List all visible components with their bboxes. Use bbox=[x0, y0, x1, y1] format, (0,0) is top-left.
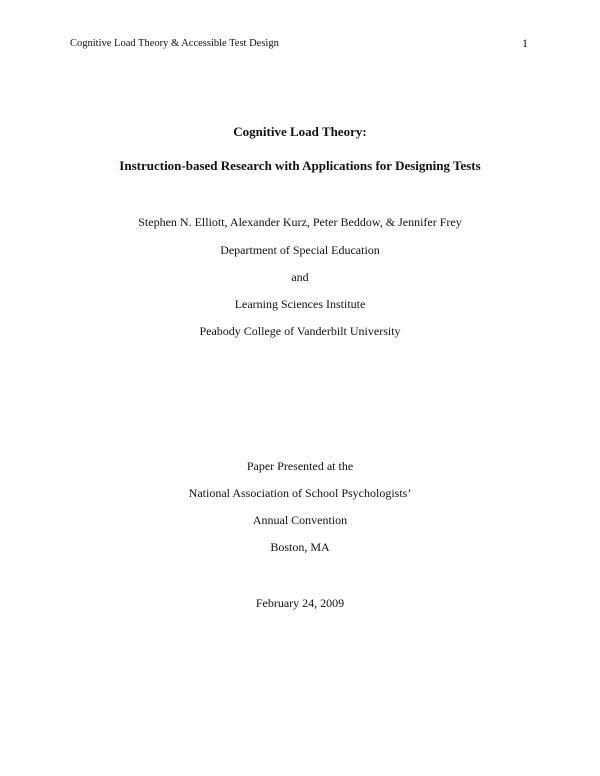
presentation-date: February 24, 2009 bbox=[255, 596, 345, 610]
affiliation-institute: Learning Sciences Institute bbox=[234, 297, 366, 311]
affiliation-college: Peabody College of Vanderbilt University bbox=[199, 324, 401, 338]
presentation-event: Annual Convention bbox=[252, 513, 348, 527]
affiliation-conjunction: and bbox=[291, 270, 309, 284]
author-list: Stephen N. Elliott, Alexander Kurz, Peter Beddow, & Jennifer Frey bbox=[138, 215, 462, 229]
affiliation-department: Department of Special Education bbox=[220, 243, 380, 257]
page-number: 1 bbox=[522, 36, 528, 50]
running-head: Cognitive Load Theory & Accessible Test Design bbox=[70, 38, 279, 49]
paper-title: Cognitive Load Theory: bbox=[233, 124, 367, 139]
presentation-location: Boston, MA bbox=[270, 540, 330, 554]
paper-subtitle: Instruction-based Research with Applications for Designing Tests bbox=[119, 158, 481, 173]
presentation-organization: National Association of School Psychologists’ bbox=[188, 486, 412, 500]
presentation-line-1: Paper Presented at the bbox=[246, 459, 354, 473]
